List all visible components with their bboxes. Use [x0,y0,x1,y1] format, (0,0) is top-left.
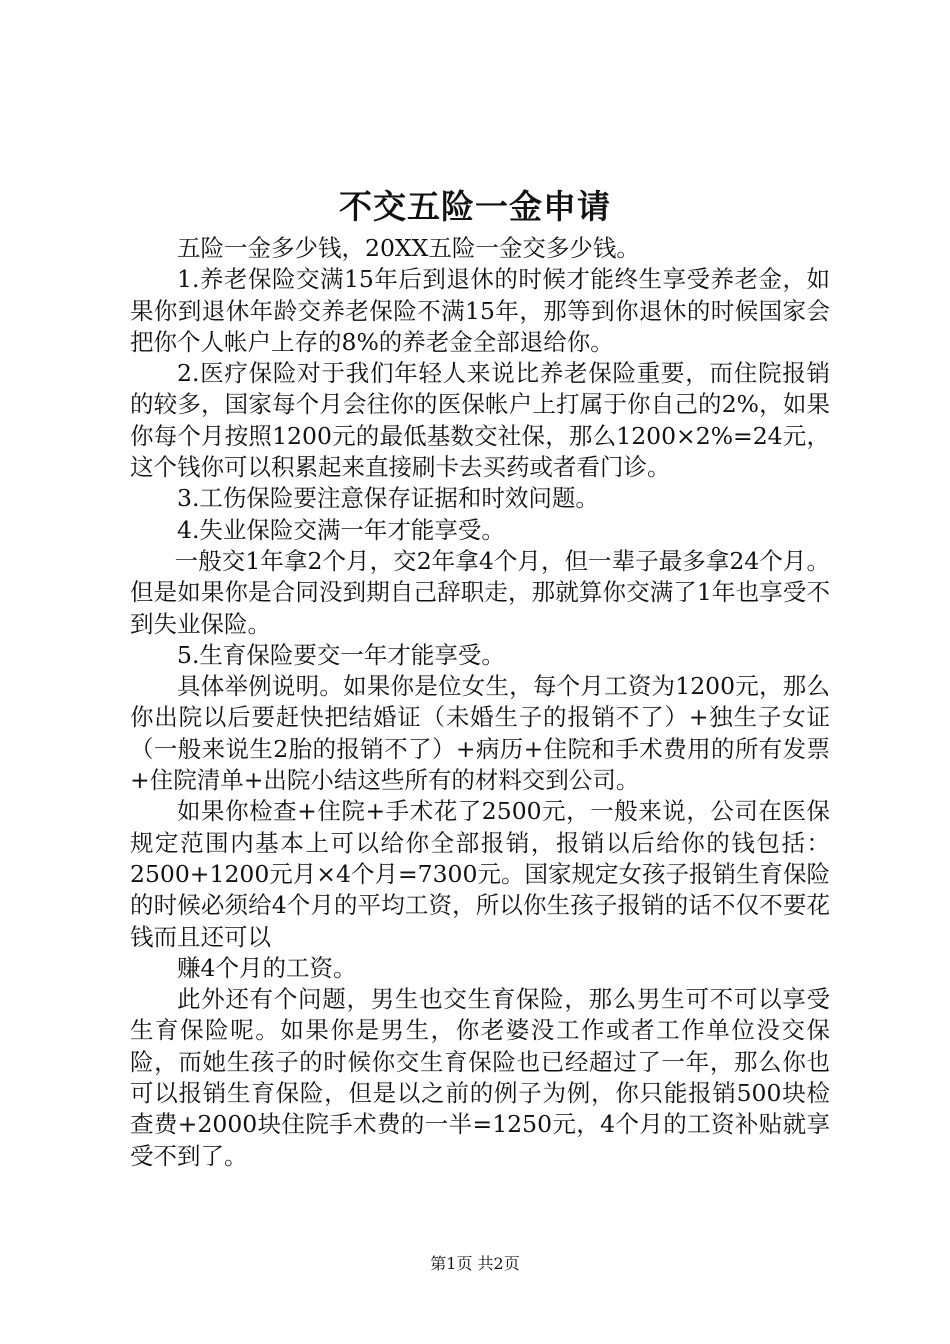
paragraph-maternity: 5.生育保险要交一年才能享受。 [177,640,505,669]
page-footer: 第1页 共2页 [430,1254,520,1273]
document-body [130,233,830,1172]
document-title: 不交五险一金申请 [339,187,611,226]
paragraph-pension: 1.养老保险交满15年后到退休的时候才能终生享受养老金，如果你到退休年龄交养老保险不满15年，那等到你退休的时候国家会把你个人帐户上存的8%的养老金全部退给你。 [130,265,830,356]
paragraph-injury: 3.工伤保险要注意保存证据和时效问题。 [177,484,599,513]
paragraph-intro: 五险一金多少钱，20XX五险一金交多少钱。 [177,234,640,262]
paragraph-medical: 2.医疗保险对于我们年轻人来说比养老保险重要，而住院报销的较多，国家每个月会往你的医保帐户上打属于你自己的2%，如果你每个月按照1200元的最低基数交社保，那么1200×2%=24元，这个钱你可以积累起来直接刷卡去买药或者看门诊。 [130,359,830,482]
paragraph-salary: 赚4个月的工资。 [177,953,357,982]
paragraph-unemployment: 4.失业保险交满一年才能享受。 [177,515,505,544]
paragraph-male: 此外还有个问题，男生也交生育保险，那么男生可不可以享受生育保险呢。如果你是男生，你老婆没工作或者工作单位没交保险，而她生孩子的时候你交生育保险也已经超过了一年，那么你也可以报销生育保险，但是以之前的例子为例，你只能报销500块检查费+2000块住院手术费的一半=1250元，4个月的工资补贴就享受不到了。 [130,985,830,1170]
paragraph-example: 具体举例说明。如果你是位女生，每个月工资为1200元，那么你出院以后要赶快把结婚证（未婚生子的报销不了）+独生子女证（一般来说生2胎的报销不了）+病历+住院和手术费用的所有发票+住院清单+出院小结这些所有的材料交到公司。 [130,672,830,795]
paragraph-reimbursement: 如果你检查+住院+手术花了2500元，一般来说，公司在医保规定范围内基本上可以给你全部报销，报销以后给你的钱包括：2500+1200元月×4个月=7300元。国家规定女孩子报销生育保险的时候必须给4个月的平均工资，所以你生孩子报销的话不仅不要花钱而且还可以 [130,797,830,951]
paragraph-unemployment-detail: 一般交1年拿2个月，交2年拿4个月，但一辈子最多拿24个月。但是如果你是合同没到期自己辞职走，那就算你交满了1年也享受不到失业保险。 [130,546,830,638]
